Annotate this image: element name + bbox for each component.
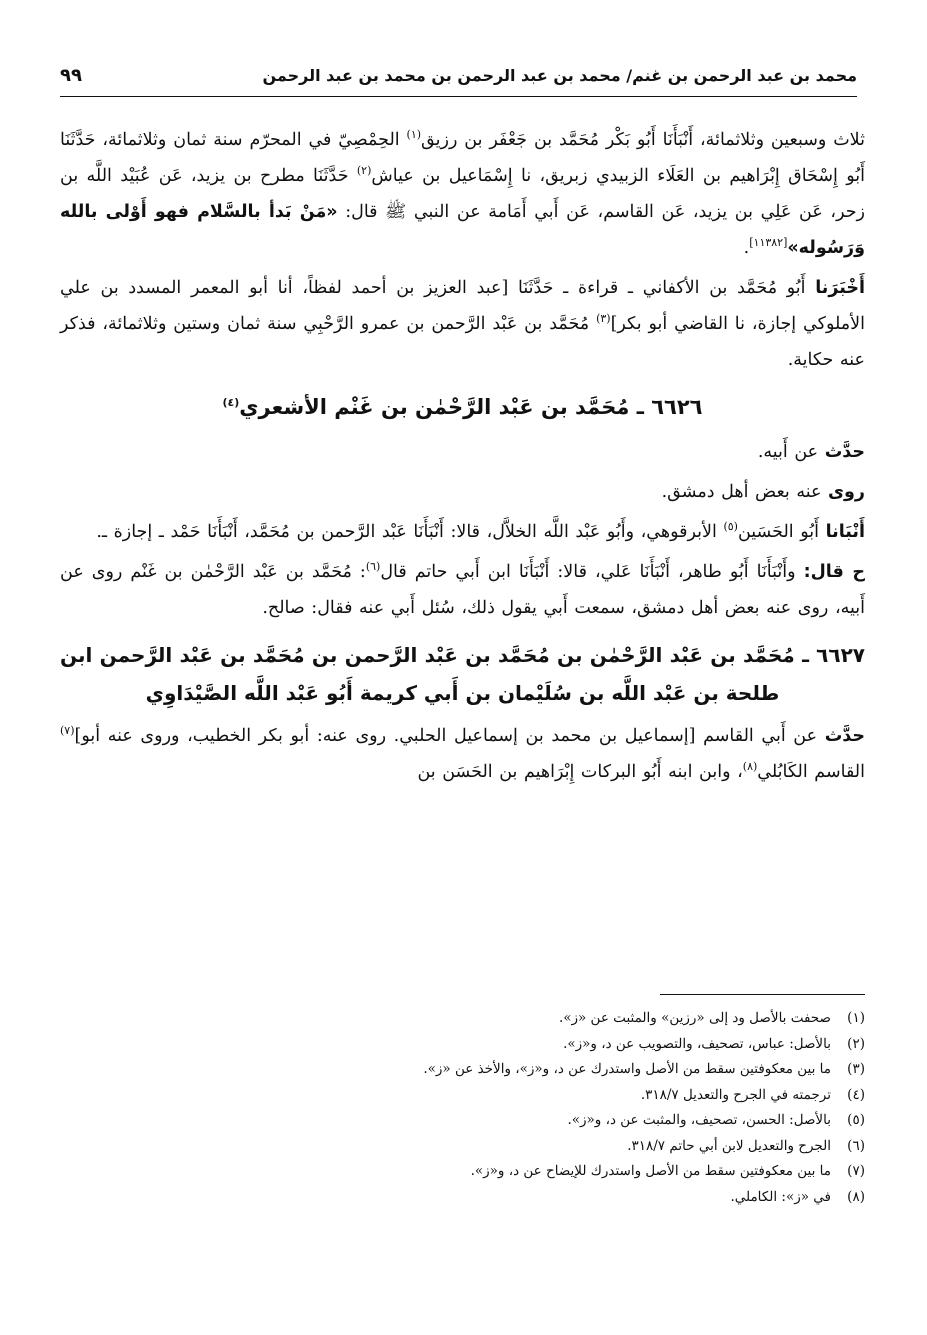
header-title: محمد بن عبد الرحمن بن غنم/ محمد بن عبد الرحمن بن محمد بن عبد الرحمن [262,66,857,85]
entry-heading-6626 [60,386,865,428]
footnotes [60,1006,865,1210]
footnote-ref-4: (٤) [222,396,240,409]
footnote [60,1108,865,1134]
footnote-number: (٢) [847,1035,865,1052]
footnote-number: (٤) [847,1086,865,1103]
footnote-text: ما بين معكوفتين سقط من الأصل واستدرك للإيضاح عن د، و«ز». [470,1163,831,1179]
text-run: عنه بعض أهل دمشق. [661,482,828,502]
paragraph-haddath [60,434,865,470]
text-run: أَبُو الحَسَين [737,522,826,542]
text-run: القاسم الكَابُلي [757,762,865,782]
footnote-ref-1: (١) [406,128,422,142]
lead-word: حدَّث [824,726,865,746]
paragraph-anbana [60,514,865,550]
page-number: ٩٩ [60,65,82,86]
footnote [60,1006,865,1032]
text-run: الأبرقوهي، وأَبُو عَبْد اللَّه الخلاَّل، قالا: أَنْبَأَنَا عَبْد الرَّحمن بن مُحَمَّد، أَنْبَأَنَا حَمْد ـ إجازة ـ. [96,522,724,542]
footnote-text: صحفت بالأصل ود إلى «رزين» والمثبت عن «ز». [558,1010,831,1026]
footnote-text: ترجمته في الجرح والتعديل ٣١٨/٧. [640,1086,831,1103]
footnote [60,1032,865,1058]
footnote [60,1057,865,1083]
footnote [60,1134,865,1160]
running-header [60,62,857,96]
footnote-ref-3: (٣) [596,312,611,326]
hadith-quote: «مَنْ بَدأ بالسَّلام فهو أَوْلى بالله وَرَسُوله» [60,202,865,258]
footnote-ref-2: (٢) [356,164,372,178]
footnote-text: بالأصل: الحسن، تصحيف، والمثبت عن د، و«ز». [567,1112,831,1128]
footnote-rule [660,994,865,995]
footnote-number: (١) [847,1010,865,1026]
lead-word: أَخْبَرَنا [815,278,865,298]
heading-text: ٦٦٢٦ ـ مُحَمَّد بن عَبْد الرَّحْمٰن بن غَنْم الأشعري [239,395,703,419]
footnote-ref-7: (٧) [60,724,75,738]
paragraph-haddath-2 [60,718,865,790]
main-text [60,122,865,794]
paragraph-ha-qala [60,554,865,626]
footnote-ref-8: (٨) [742,760,758,774]
footnote-number: (٧) [847,1163,865,1179]
text-run: ، وابن ابنه أَبُو البركات إِبْرَاهيم بن الحَسَن بن [417,762,743,782]
lead-word: حدَّث [824,442,865,462]
lead-word: ح قال: [803,562,865,582]
footnote-number: (٥) [847,1112,865,1128]
footnote-text: في «ز»: الكاملي. [730,1188,831,1205]
footnote [60,1083,865,1109]
footnote-ref-6: (٦) [365,560,381,574]
text-run: مُحَمَّد بن عَبْد الرَّحمن بن عمرو الرَّحْبِي سنة ثمان وستين وثلاثمائة، فذكر عنه حكاية. [60,314,865,370]
text-run: . [743,238,750,258]
footnote-text: ما بين معكوفتين سقط من الأصل واستدرك عن د، و«ز»، والأخذ عن «ز». [423,1061,831,1077]
text-run: ثلاث وسبعين وثلاثمائة، أَنْبَأَنَا أَبُو بَكْر مُحَمَّد بن جَعْفَر بن رزيق [421,130,865,150]
header-rule [60,96,857,97]
footnote-number: (٨) [847,1188,865,1205]
text-run: الحِمْصِيّ في المحرّم سنة ثمان وثلاثمائة، حَدَّثَنَا أَبُو إِسْحَاق إِبْرَاهيم بن العَلَاء الزبيدي زبريق، نا إِسْمَاعيل بن عياش [60,130,865,186]
entry-heading-6627: ٦٦٢٧ ـ مُحَمَّد بن عَبْد الرَّحْمٰن بن مُحَمَّد بن عَبْد الرَّحمن بن مُحَمَّد بن عَبْد الرَّحمن ابن طلحة بن عَبْد اللَّه بن سُلَيْمان بن أَبي كريمة أَبُو عَبْد اللَّه الصَّيْدَاوِي [60,643,865,705]
paragraph-akhbarana [60,270,865,378]
footnote-text: الجرح والتعديل لابن أبي حاتم ٣١٨/٧. [627,1137,831,1154]
footnote-number: (٦) [847,1137,865,1154]
footnote-ref-5: (٥) [723,520,738,534]
text-run: حَدَّثَنَا مطرح بن يزيد، عَن عُبَيْد اللَّه بن زحر، عَن عَلِي بن يزيد، عَن القاسم، عَن أَبي أَمَامة عن النبي ﷺ قال: [60,166,865,222]
text-run: وأَنْبَأَنَا أَبُو طاهر، أَنْبَأَنَا عَلي، قالا: أَنْبَأَنَا ابن أَبي حاتم قال [380,562,804,582]
lead-word: أَنْبَانا [825,522,865,542]
paragraph-rawa [60,474,865,510]
footnote-text: بالأصل: عباس، تصحيف، والتصويب عن د، و«ز». [563,1035,831,1052]
text-run: أَبُو مُحَمَّد بن الأكفاني ـ قراءة ـ حَدَّثَنَا [عبد العزيز بن أحمد لفظاً، أنا أبو المعمر المسدد بن علي الأملوكي إجازة، نا القاضي أبو بكر] [60,278,866,334]
footnote [60,1185,865,1211]
hadith-number: [١١٣٨٢] [749,236,788,250]
lead-word: روى [828,482,865,502]
text-run: عن أَبيه. [757,442,825,462]
footnote-number: (٣) [847,1061,865,1077]
footnote [60,1159,865,1185]
text-run: عن أَبي القاسم [إسماعيل بن محمد بن إسماعيل الحلبي. روى عنه: أبو بكر الخطيب، وروى عنه أبو] [74,726,825,746]
paragraph-hadith [60,122,865,266]
text-run: : مُحَمَّد بن عَبْد الرَّحْمٰن بن غَنْم روى عن أَبيه، روى عنه بعض أهل دمشق، سمعت أَبي يقول ذلك، سُئل أَبي عنه فقال: صالح. [60,562,865,618]
